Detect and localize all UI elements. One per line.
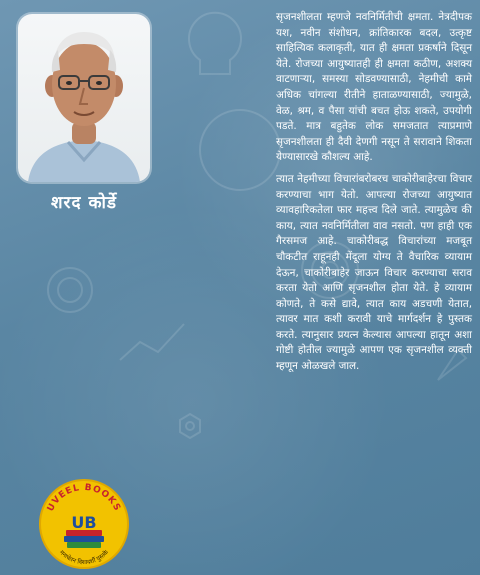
publisher-monogram: UB (71, 513, 97, 532)
author-name: शरद कोर्डे (50, 193, 117, 213)
description-paragraph: सृजनशीलता म्हणजे नवनिर्मितीची क्षमता. नेत्रदीपक यश, नवीन संशोधन, क्रांतिकारक बदल, उत्कृष्ट साहित्यिक कलाकृती, यात ही क्षमता प्रकर्षाने दिसून येते. रोजच्या आयुष्यातही ही क्षमता कठीण, अशक्य वाटणाऱ्या, समस्या सोडवण्यासाठी, नेहमीची कामे अधिक चांगल्या रीतीने हाताळण्यासाठी, ज्यामुळे, वेळ, श्रम, व पैसा यांची बचत होऊ शकते, उपयोगी पडते. मात्र बहुतेक लोक समजतात त्याप्रमाणे सृजनशीलता ही दैवी देणगी नसून ते सरावाने शिकता येण्यासारखे कौशल्य आहे. (276, 11, 472, 164)
chart-icon (120, 324, 184, 360)
target-icon (48, 268, 92, 312)
author-photo (18, 14, 150, 182)
publisher-logo-text: UVEEL BOOKS (45, 482, 123, 514)
idea-circle-icon (200, 110, 280, 190)
lightbulb-icon (189, 13, 241, 74)
book-description (276, 10, 472, 381)
publisher-tagline: मनाचेतन दिशादर्शी पुस्तके (57, 549, 111, 567)
description-paragraph: त्यात नेहमीच्या विचारांबरोबरच चाकोरीबाहेरचा विचार करण्याचा भाग येतो. आपल्या रोजच्या आयुष्यात व्यावहारिकतेला फार महत्त्व दिले जाते. त्यामुळेच की काय, त्यात नवनिर्मितीला वाव नसतो. पण हाही एक गैरसमज आहे. चाकोरीबद्ध विचारांच्या मजबूत चौकटीत राहूनही मेंदूला योग्य ते वैचारिक व्यायाम देऊन, चाकोरीबाहेर जाऊन विचार करण्याचा सराव करता येतो आणि सृजनशील होता येते. हे व्यायाम कोणते, ते कसे द्यावे, त्यात काय अडचणी येतात, त्यावर मात कशी करावी याचे मार्गदर्शन हे पुस्तक करते. त्यानुसार प्रयत्न केल्यास आपल्या हातून अशा गोष्टी होतील ज्यामुळे आपण एक सृजनशील व्यक्ती म्हणून ओळखले जाल. (276, 172, 472, 373)
author-portrait (18, 14, 150, 182)
gear-icon (180, 414, 200, 438)
publisher-logo (36, 478, 132, 570)
